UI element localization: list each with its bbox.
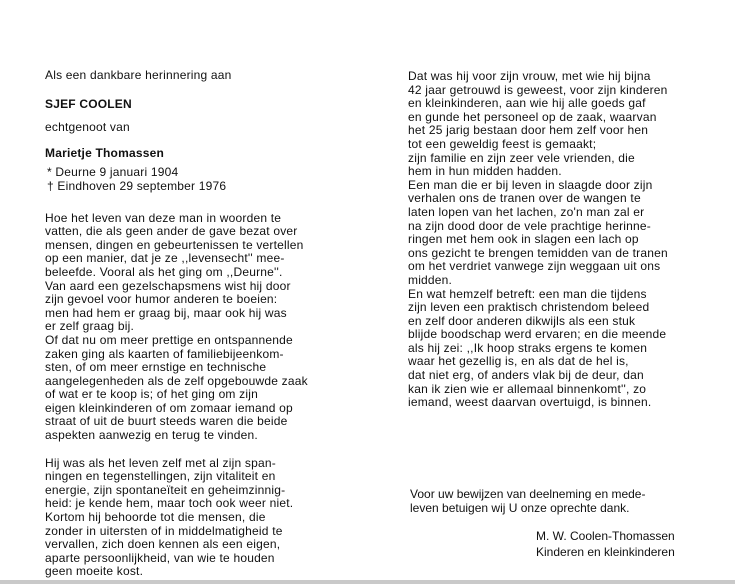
left-column <box>45 69 365 579</box>
text-line: waar het gezellig is, en als dat de hel is, <box>408 354 629 369</box>
text-line: iemand, weest daarvan overtuigd, is binnen. <box>408 395 652 410</box>
text-line: zijn leven een praktisch christendom beleed <box>408 300 650 315</box>
text-line: ningen en tegenstellingen, zijn vitaliteit en <box>45 469 276 484</box>
text-line: als hij zei: ,,Ik hoop straks ergens te komen <box>408 340 648 355</box>
text-line: laten lopen van het lachen, zo'n man zal er <box>408 204 645 219</box>
text-line: zijn familie en zijn zeer vele vrienden, die <box>408 150 635 165</box>
text-line: aparte persoonlijkheid, van wie te houden <box>45 550 275 565</box>
text-line: dat niet erg, of anders vlak bij de deur, dan <box>408 368 644 383</box>
text-line: en zelf door anderen dikwijls als een stuk <box>408 313 636 328</box>
intro-text: Als een dankbare herinnering aan <box>45 68 232 82</box>
text-line: leven betuigen wij U onze oprechte dank. <box>410 501 630 515</box>
thanks-note <box>410 487 710 515</box>
right-column <box>408 70 706 410</box>
text-line: ons gezicht te brengen temidden van de tranen <box>408 245 668 260</box>
biography-paragraph-2 <box>45 457 365 579</box>
text-line: aangelegenheden als de zelf opgebouwde zaak <box>45 373 308 388</box>
text-line: Kortom hij behoorde tot die mensen, die <box>45 510 266 525</box>
text-line: midden. <box>408 272 453 287</box>
text-line: energie, zijn spontaneïteit en geheimzinnig- <box>45 482 286 497</box>
deceased-name: SJEF COOLEN <box>45 96 132 111</box>
text-line: of wat er te koop is; of het ging om zijn <box>45 387 258 402</box>
text-line: Van aard een gezelschapsmens wist hij door <box>45 278 291 293</box>
text-line: men had hem er graag bij, maar ook hij was <box>45 305 287 320</box>
birth-date: * Deurne 9 januari 1904 <box>47 165 179 180</box>
text-line: hem in hun midden hadden. <box>408 164 562 179</box>
text-line: straat of uit de buurt steeds waren die beide <box>45 414 288 429</box>
text-line: om het verdriet vanwege zijn weggaan uit ons <box>408 259 661 274</box>
text-line: Dat was hij voor zijn vrouw, met wie hij bijna <box>408 69 651 83</box>
text-line: Voor uw bewijzen van deelneming en mede- <box>410 487 646 501</box>
signature-block <box>536 529 675 560</box>
text-line: eigen kleinkinderen of om zomaar iemand op <box>45 400 293 415</box>
text-line: kan ik zien wie er allemaal binnenkomt'', zo <box>408 381 647 396</box>
text-line: op een manier, dat je ze ,,levensecht'' mee- <box>45 251 285 266</box>
text-line: blijde boodschap werd ervaren; en die meende <box>408 327 667 342</box>
text-line: zonder in uitersten of in middelmatigheid te <box>45 523 283 538</box>
text-line: verhalen ons de tranen over de wangen te <box>408 191 641 206</box>
text-line: het 25 jarig bestaan door hem zelf voor hen <box>408 123 649 138</box>
text-line: zijn gevoel voor humor anderen te boeien: <box>45 292 278 307</box>
text-line: vatten, die als geen ander de gave bezat over <box>45 224 298 239</box>
text-line: na zijn dood door de vele prachtige herinne- <box>408 218 651 233</box>
text-line: Hij was als het leven zelf met al zijn span- <box>45 455 276 470</box>
text-line: sten, of om meer ernstige en technische <box>45 360 267 375</box>
biography-paragraph-1 <box>45 212 365 443</box>
text-line: En wat hemzelf betreft: een man die tijdens <box>408 286 647 301</box>
text-line: tot een geweldig feest is gemaakt; <box>408 136 597 151</box>
text-line: Of dat nu om meer prettige en ontspannende <box>45 332 293 347</box>
signature-name: M. W. Coolen-Thomassen <box>536 529 675 543</box>
text-line: geen moeite kost. <box>45 564 144 579</box>
signature-family: Kinderen en kleinkinderen <box>536 544 675 559</box>
text-line: vervallen, zich doen kennen als een eigen, <box>45 537 281 552</box>
text-line: beleefde. Vooral als het ging om ,,Deurne''. <box>45 264 283 279</box>
text-line: 42 jaar getrouwd is geweest, voor zijn kinderen <box>408 82 668 97</box>
text-line: Hoe het leven van deze man in woorden te <box>45 210 282 225</box>
text-line: en gunde het personeel op de zaak, waarvan <box>408 109 657 124</box>
text-line: Een man die er bij leven in slaagde door zijn <box>408 177 653 192</box>
text-line: mensen, dingen en gebeurtenissen te vertellen <box>45 237 304 252</box>
spouse-name: Marietje Thomassen <box>45 145 164 160</box>
spouse-intro: echtgenoot van <box>45 120 130 135</box>
text-line: ringen met hem ook in slagen een lach op <box>408 232 639 247</box>
text-line: aspekten aanwezig en terug te vinden. <box>45 428 258 443</box>
text-line: heid: je kende hem, maar toch ook weer niet. <box>45 496 294 511</box>
text-line: zaken ging als kaarten of familiebijeenkom- <box>45 346 284 361</box>
death-date: † Eindhoven 29 september 1976 <box>47 178 227 193</box>
text-line: er zelf graag bij. <box>45 319 134 334</box>
text-line: en kleinkinderen, aan wie hij alle goeds gaf <box>408 96 646 111</box>
